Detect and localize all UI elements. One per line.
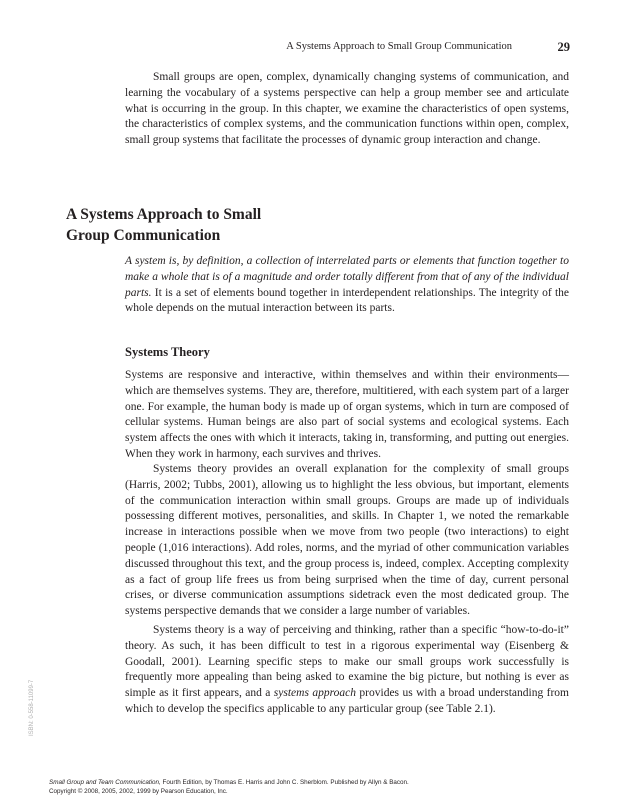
systems-theory-paragraph-3 (125, 623, 569, 718)
system-definition-rest: It is a set of elements bound together in interdependent relationships. The integrity of the whole depends on the mutual interaction between its parts. (125, 286, 569, 315)
footer-line-1 (49, 779, 409, 788)
paragraph-3-start: Systems theory is a way of perceiving and thinking, rather than a specific “how-to-do-it” theory. As such, it has been difficult to test in a rigorous experimental way (Eisenberg & Goodall, 2001). Learning specific steps to make our small groups work successfully is frequently more appealing than being asked to examine the big picture, but nothing is ever as simple as it first appears, and a (125, 624, 569, 700)
system-definition-italic: A system is, by definition, a collection of interrelated parts or elements that function together to make a whole that is of a magnitude and order totally different from that of any of the individual parts. (125, 255, 569, 299)
page-number: 29 (557, 40, 570, 54)
footer-book-title: Small Group and Team Communication, (49, 779, 161, 786)
footer-line-2: Copyright © 2008, 2005, 2002, 1999 by Pearson Education, Inc. (49, 787, 228, 795)
paragraph-3-italic: systems approach (273, 687, 356, 700)
running-header (120, 41, 570, 55)
running-title: A Systems Approach to Small Group Communication (286, 41, 512, 52)
copyright-footer (49, 779, 409, 796)
side-isbn-note: ISBN: 0-558-11099-7 (29, 679, 35, 736)
systems-theory-paragraph-1: Systems are responsive and interactive, within themselves and within their environments—which are themselves systems. They are, therefore, multitiered, with each system part of a larger one. For example, the human body is made up of organ systems, which in turn are composed of cellular systems. Human beings are also part of social systems and ecological systems. Each system affects the ones with which it interacts, taking in, transforming, and putting out energies. When they work in harmony, each survives and thrives. (125, 369, 569, 460)
section-heading-line2: Group Communication (66, 227, 221, 244)
section-heading-line1: A Systems Approach to Small (66, 206, 262, 223)
paragraph-3-end: provides us with a broad understanding from which to develop the specifics applicable to any particular group (see Table 2.1). (125, 687, 569, 715)
subsection-heading: Systems Theory (125, 345, 210, 359)
footer-line-1-rest: Fourth Edition, by Thomas E. Harris and John C. Sherblom. Published by Allyn & Bacon. (160, 779, 409, 786)
intro-paragraph: Small groups are open, complex, dynamically changing systems of communication, and learning the vocabulary of a systems perspective can help a group member see and articulate what is occurring in the group. In this chapter, we examine the characteristics of open systems, the characteristics of complex systems, and the communication functions within open, complex, small group systems that facilitate the processes of dynamic group interaction and change. (125, 71, 569, 147)
systems-theory-paragraph-2: Systems theory provides an overall explanation for the complexity of small groups (Harris, 2002; Tubbs, 2001), allowing us to highlight the less obvious, but important, elements of the communication interaction within small groups. Groups are made up of individuals possessing different motives, personalities, and skills. In Chapter 1, we noted the remarkable increase in interactions possible when we move from two people (two interactions) to eight people (1,016 interactions). Add roles, norms, and the myriad of other communication variables discussed throughout this text, and the group process is, indeed, complex. Accepting complexity as a fact of group life frees us from being surprised when the time of day, current personal crises, or diverse communication assumptions sidetrack even the most dedicated group. The systems perspective demands that we consider a large number of variables. (125, 463, 569, 618)
system-definition-paragraph (125, 254, 569, 317)
section-heading (66, 204, 366, 246)
